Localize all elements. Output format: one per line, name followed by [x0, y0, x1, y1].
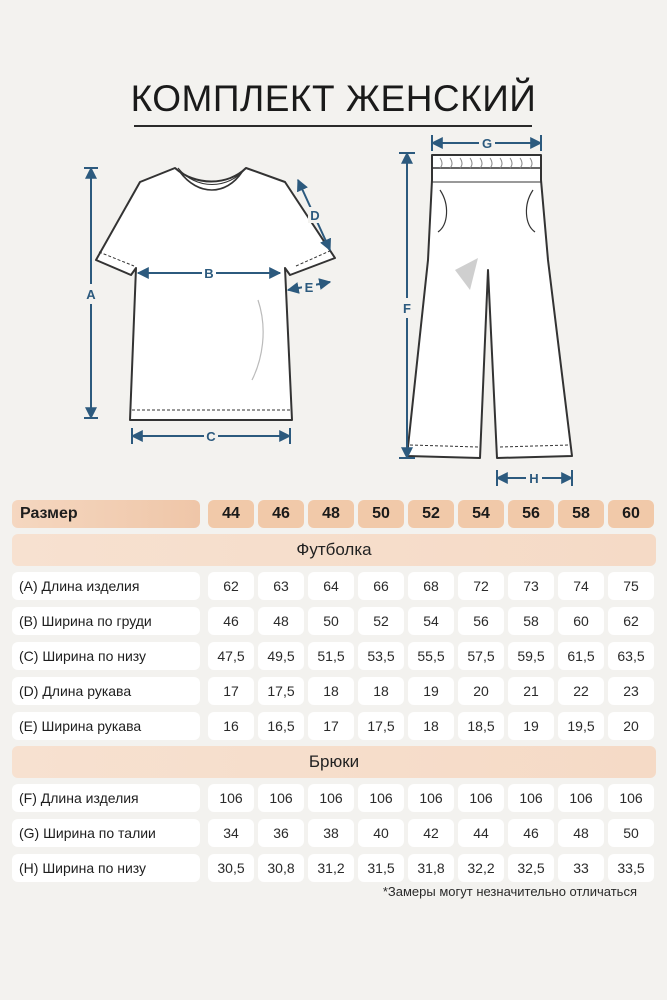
table-cell: 68	[408, 572, 454, 600]
table-cell: 56	[458, 607, 504, 635]
table-cell: 63,5	[608, 642, 654, 670]
table-cell: 48	[258, 607, 304, 635]
table-cell: 17,5	[358, 712, 404, 740]
table-cell: 42	[408, 819, 454, 847]
table-cell: 106	[508, 784, 554, 812]
table-cell: 22	[558, 677, 604, 705]
table-cell: 40	[358, 819, 404, 847]
table-cell: 18	[408, 712, 454, 740]
size-cell: 56	[508, 500, 554, 528]
table-row	[12, 604, 656, 639]
table-cell: 33,5	[608, 854, 654, 882]
size-cell: 58	[558, 500, 604, 528]
table-row	[12, 709, 656, 744]
table-cell: 34	[208, 819, 254, 847]
row-label: (D) Длина рукава	[12, 677, 200, 705]
table-cell: 62	[608, 607, 654, 635]
table-row	[12, 569, 656, 604]
label-c: C	[206, 429, 216, 444]
table-cell: 57,5	[458, 642, 504, 670]
tshirt-drawing	[96, 168, 335, 420]
section-title-trousers: Брюки	[12, 746, 656, 778]
table-row	[12, 781, 656, 816]
table-cell: 63	[258, 572, 304, 600]
table-cell: 20	[458, 677, 504, 705]
table-cell: 46	[508, 819, 554, 847]
size-header-label: Размер	[12, 500, 200, 528]
table-row	[12, 674, 656, 709]
table-cell: 47,5	[208, 642, 254, 670]
table-cell: 106	[558, 784, 604, 812]
garment-diagram	[0, 130, 667, 490]
table-cell: 30,5	[208, 854, 254, 882]
table-row	[12, 851, 656, 886]
table-cell: 51,5	[308, 642, 354, 670]
row-label: (C) Ширина по низу	[12, 642, 200, 670]
table-cell: 64	[308, 572, 354, 600]
table-cell: 50	[308, 607, 354, 635]
table-cell: 31,2	[308, 854, 354, 882]
table-cell: 17,5	[258, 677, 304, 705]
table-cell: 20	[608, 712, 654, 740]
row-label: (F) Длина изделия	[12, 784, 200, 812]
size-cell: 44	[208, 500, 254, 528]
table-cell: 106	[208, 784, 254, 812]
row-label: (A) Длина изделия	[12, 572, 200, 600]
size-cell: 54	[458, 500, 504, 528]
size-cell: 48	[308, 500, 354, 528]
label-g: G	[481, 136, 493, 151]
table-cell: 106	[358, 784, 404, 812]
table-cell: 59,5	[508, 642, 554, 670]
table-cell: 73	[508, 572, 554, 600]
table-cell: 19,5	[558, 712, 604, 740]
table-cell: 19	[408, 677, 454, 705]
table-cell: 18	[308, 677, 354, 705]
table-cell: 75	[608, 572, 654, 600]
trousers-drawing	[407, 155, 572, 458]
table-cell: 54	[408, 607, 454, 635]
page-title: КОМПЛЕКТ ЖЕНСКИЙ	[130, 78, 537, 119]
label-a: A	[86, 287, 96, 302]
table-cell: 36	[258, 819, 304, 847]
table-cell: 23	[608, 677, 654, 705]
table-cell: 30,8	[258, 854, 304, 882]
table-cell: 53,5	[358, 642, 404, 670]
table-cell: 106	[308, 784, 354, 812]
row-label: (H) Ширина по низу	[12, 854, 200, 882]
size-cell: 46	[258, 500, 304, 528]
table-cell: 55,5	[408, 642, 454, 670]
size-header-row	[12, 497, 656, 532]
table-cell: 58	[508, 607, 554, 635]
row-label: (G) Ширина по талии	[12, 819, 200, 847]
label-d: D	[310, 208, 320, 223]
label-e: E	[304, 280, 314, 295]
table-cell: 38	[308, 819, 354, 847]
table-cell: 62	[208, 572, 254, 600]
label-b: B	[204, 266, 214, 281]
table-cell: 31,8	[408, 854, 454, 882]
table-cell: 18	[358, 677, 404, 705]
size-cell: 52	[408, 500, 454, 528]
table-cell: 72	[458, 572, 504, 600]
table-cell: 17	[208, 677, 254, 705]
title-underline	[134, 125, 532, 127]
table-row	[12, 816, 656, 851]
table-cell: 18,5	[458, 712, 504, 740]
table-cell: 17	[308, 712, 354, 740]
table-cell: 74	[558, 572, 604, 600]
table-cell: 19	[508, 712, 554, 740]
table-cell: 44	[458, 819, 504, 847]
table-cell: 106	[608, 784, 654, 812]
table-cell: 60	[558, 607, 604, 635]
row-label: (E) Ширина рукава	[12, 712, 200, 740]
table-cell: 21	[508, 677, 554, 705]
table-cell: 16	[208, 712, 254, 740]
footnote: *Замеры могут незначительно отличаться	[382, 884, 637, 899]
table-cell: 16,5	[258, 712, 304, 740]
row-label: (B) Ширина по груди	[12, 607, 200, 635]
size-table	[12, 497, 656, 886]
table-cell: 49,5	[258, 642, 304, 670]
label-f: F	[403, 301, 411, 316]
table-cell: 106	[408, 784, 454, 812]
table-cell: 32,5	[508, 854, 554, 882]
table-cell: 31,5	[358, 854, 404, 882]
table-cell: 33	[558, 854, 604, 882]
table-cell: 32,2	[458, 854, 504, 882]
table-cell: 106	[258, 784, 304, 812]
section-title-tshirt: Футболка	[12, 534, 656, 566]
table-cell: 48	[558, 819, 604, 847]
size-cell: 60	[608, 500, 654, 528]
label-h: H	[529, 471, 539, 486]
table-cell: 61,5	[558, 642, 604, 670]
table-cell: 46	[208, 607, 254, 635]
size-cell: 50	[358, 500, 404, 528]
table-cell: 52	[358, 607, 404, 635]
table-cell: 66	[358, 572, 404, 600]
table-cell: 106	[458, 784, 504, 812]
table-cell: 50	[608, 819, 654, 847]
table-row	[12, 639, 656, 674]
